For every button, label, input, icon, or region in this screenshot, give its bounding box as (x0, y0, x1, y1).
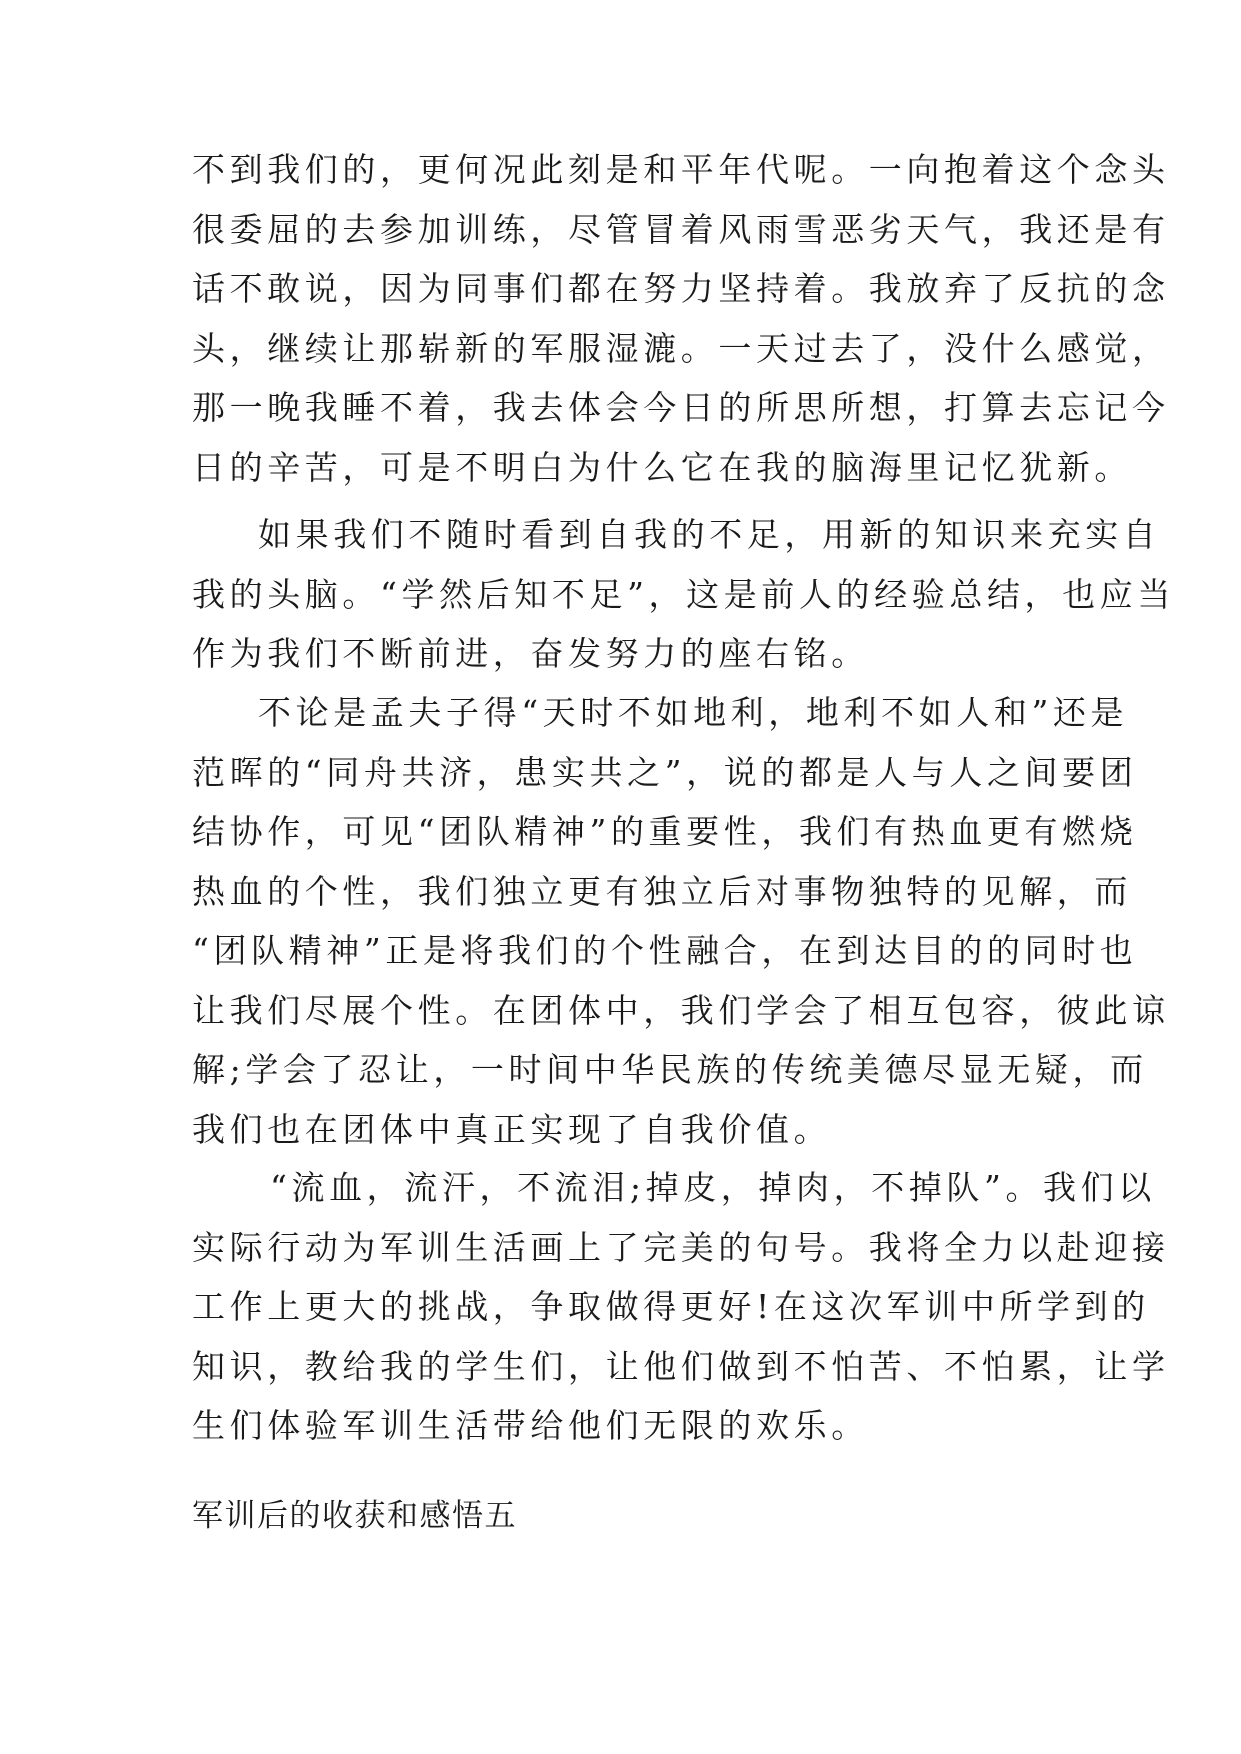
text-line: 不到我们的，更何况此刻是和平年代呢。一向抱着这个念头 (192, 150, 1170, 189)
text-line: 实际行动为军训生活画上了完美的句号。我将全力以赴迎接 (192, 1227, 1170, 1267)
text-line: 头，继续让那崭新的军服湿漉。一天过去了，没什么感觉， (192, 328, 1170, 368)
paragraph-conclusion (192, 1158, 1170, 1456)
text-line: 如果我们不随时看到自我的不足，用新的知识来充实自 (258, 515, 1161, 554)
text-line: 那一晚我睡不着，我去体会今日的所思所想，打算去忘记今 (192, 388, 1170, 427)
text-line: 我的头脑。“学然后知不足”，这是前人的经验总结，也应当 (192, 574, 1175, 614)
text-line: 让我们尽展个性。在团体中，我们学会了相互包容，彼此谅 (192, 990, 1170, 1030)
text-line: 工作上更大的挑战，争取做得更好!在这次军训中所学到的 (192, 1287, 1150, 1326)
text-line: 不论是孟夫子得“天时不如地利，地利不如人和”还是 (258, 693, 1129, 732)
text-line: 知识，教给我的学生们，让他们做到不怕苦、不怕累，让学 (192, 1346, 1170, 1386)
text-line: 解;学会了忍让，一时间中华民族的传统美德尽显无疑，而 (192, 1050, 1148, 1089)
text-line: 范晖的“同舟共济，患实共之”，说的都是人与人之间要团 (192, 752, 1138, 792)
text-line: 作为我们不断前进，奋发努力的座右铭。 (192, 634, 869, 673)
text-line: 很委屈的去参加训练，尽管冒着风雨雪恶劣天气，我还是有 (192, 209, 1170, 249)
text-line: 我们也在团体中真正实现了自我价值。 (192, 1109, 832, 1149)
text-line: 热血的个性，我们独立更有独立后对事物独特的见解，而 (192, 871, 1132, 911)
paragraph-continued (192, 140, 1170, 497)
text-line: “流血，流汗，不流泪;掉皮，掉肉，不掉队”。我们以 (270, 1168, 1156, 1207)
section-heading: 军训后的收获和感悟五 (192, 1498, 517, 1534)
text-line: 日的辛苦，可是不明白为什么它在我的脑海里记忆犹新。 (192, 447, 1132, 487)
text-line: 话不敢说，因为同事们都在努力坚持着。我放弃了反抗的念 (192, 269, 1170, 308)
paragraph-self-improvement (192, 505, 1175, 684)
text-line: 结协作，可见“团队精神”的重要性，我们有热血更有燃烧 (192, 812, 1138, 851)
text-line: 生们体验军训生活带给他们无限的欢乐。 (192, 1406, 869, 1445)
paragraph-team-spirit (192, 683, 1170, 1159)
text-line: “团队精神”正是将我们的个性融合，在到达目的的同时也 (192, 931, 1138, 970)
